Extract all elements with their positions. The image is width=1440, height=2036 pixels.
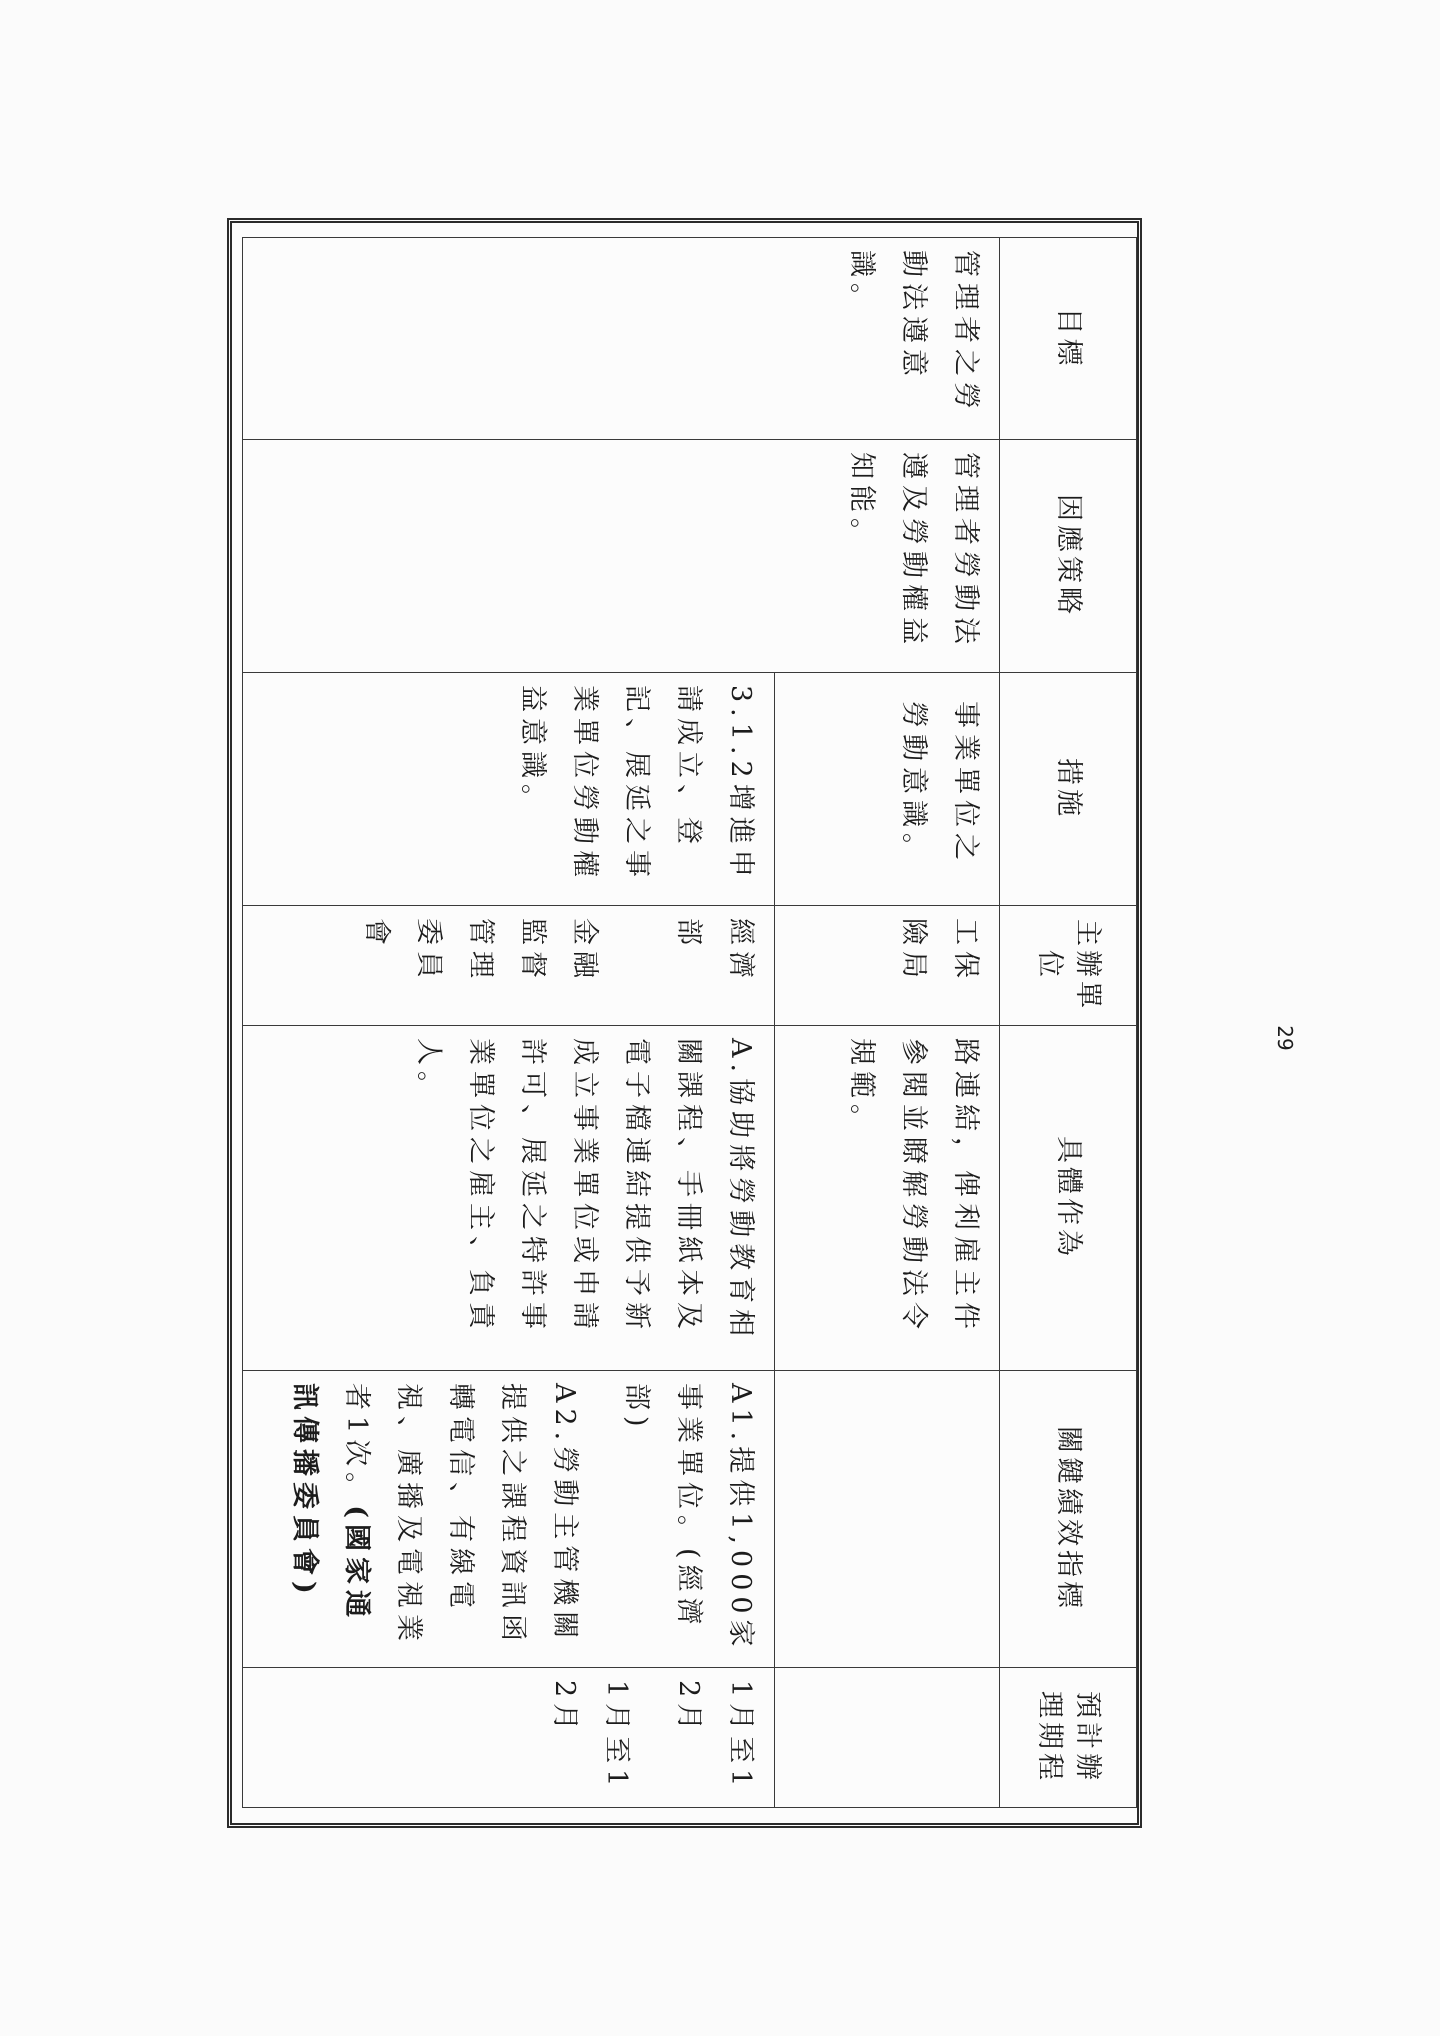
unit-b: 金融監督管理委員會 <box>361 918 600 984</box>
cell-action-1: 路連結，俾利雇主件參閱並瞭解勞動法令規範。 <box>775 1026 1000 1371</box>
kpi-table <box>242 237 1137 1808</box>
kpi-a2: A2.勞動主管機關提供之課程資訊函轉電信、有線電視、廣播及電視業者1次。(國家通訊傳播委員會) <box>289 1383 580 1647</box>
kpi-a1: A1.提供1,000家事業單位。(經濟部) <box>621 1383 756 1653</box>
cell-strategy: 管理者勞動法遵及勞動權益知能。 <box>243 440 1000 673</box>
schedule-a2: 1月至12月 <box>549 1680 632 1793</box>
cell-goal: 管理者之勞動法遵意識。 <box>243 238 1000 440</box>
table-row <box>775 238 1000 1808</box>
header-row <box>1000 238 1137 1808</box>
cell-unit-1: 工保險局 <box>775 906 1000 1026</box>
header-action: 具體作為 <box>1000 1026 1137 1371</box>
cell-action-2: A.協助將勞動教育相關課程、手冊紙本及電子檔連結提供予新成立事業單位或申請許可、展延之特許事業單位之雇主、負責人。 <box>243 1026 775 1371</box>
header-measure: 措施 <box>1000 673 1137 906</box>
header-kpi: 關鍵績效指標 <box>1000 1371 1137 1668</box>
schedule-a1: 1月至12月 <box>673 1680 756 1793</box>
header-strategy: 因應策略 <box>1000 440 1137 673</box>
cell-schedule-2 <box>243 1668 775 1808</box>
cell-schedule-1 <box>775 1668 1000 1808</box>
kpi-a2-authority: (國家通訊傳播委員會) <box>289 1383 372 1623</box>
cell-kpi-1 <box>775 1371 1000 1668</box>
cell-measure-1: 事業單位之勞動意識。 <box>775 673 1000 906</box>
page-number: 29 <box>1273 1025 1297 1051</box>
table-frame <box>227 218 1142 1828</box>
rotated-table-page <box>227 218 1142 1828</box>
cell-measure-2: 3.1.2增進申請成立、登記、展延之事業單位勞動權益意識。 <box>243 673 775 906</box>
header-schedule: 預計辦理期程 <box>1000 1668 1137 1808</box>
cell-kpi-2 <box>243 1371 775 1668</box>
cell-unit-2 <box>243 906 775 1026</box>
header-unit: 主辦單位 <box>1000 906 1137 1026</box>
header-goal: 目標 <box>1000 238 1137 440</box>
unit-a: 經濟部 <box>673 918 756 984</box>
